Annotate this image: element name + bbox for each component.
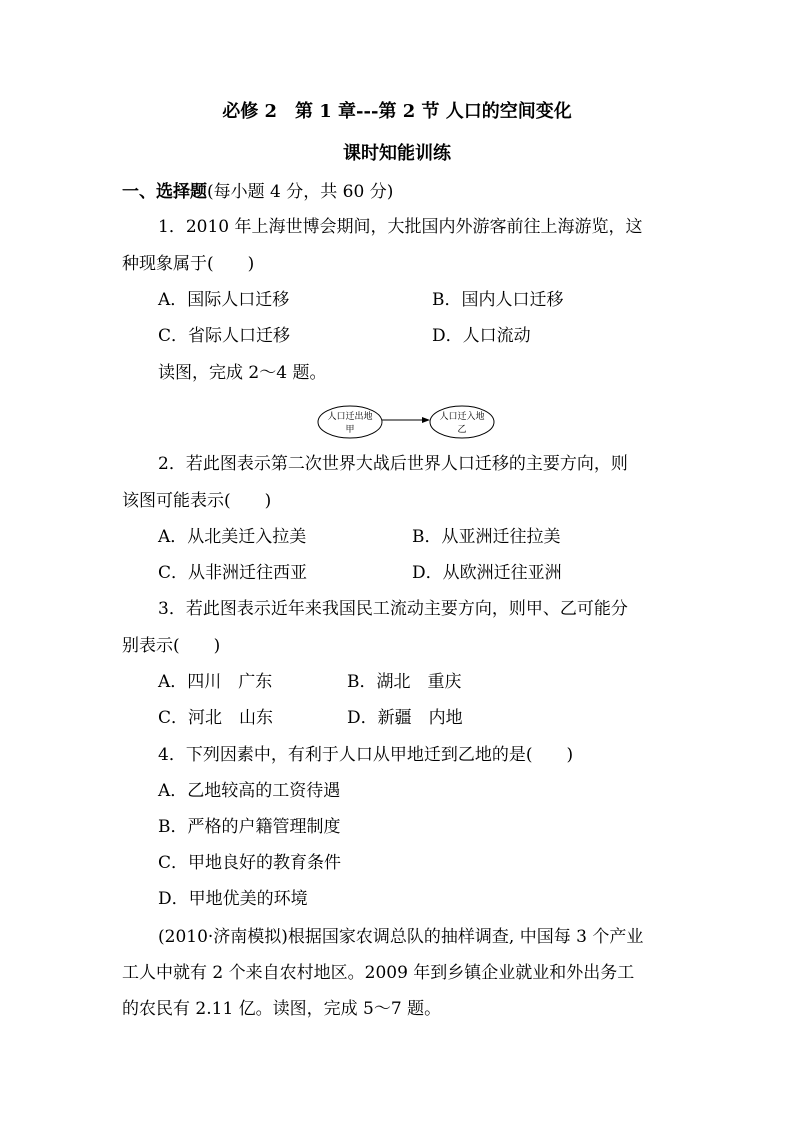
question-4-option-d: D．甲地优美的环境	[158, 889, 308, 909]
origin-symbol: 甲	[345, 425, 355, 435]
question-1-option-c: C．省际人口迁移	[158, 326, 291, 346]
question-1-option-d: D．人口流动	[432, 326, 531, 346]
section-note: (每小题 4 分，共 60 分)	[207, 182, 394, 202]
destination-symbol: 乙	[457, 425, 467, 435]
question-4-option-c: C．甲地良好的教育条件	[158, 853, 342, 873]
instruction-2-4: 读图，完成 2～4 题。	[158, 363, 327, 383]
passage-line-3: 的农民有 2.11 亿。读图，完成 5～7 题。	[122, 999, 442, 1019]
question-2-stem: 2．若此图表示第二次世界大战后世界人口迁移的主要方向，则	[158, 454, 628, 474]
question-3-stem-cont: 别表示( )	[122, 636, 221, 656]
passage-line-1: (2010·济南模拟)根据国家农调总队的抽样调查, 中国每 3 个产业	[158, 927, 644, 947]
question-3-option-a: A．四川 广东	[158, 672, 273, 692]
question-2-option-d: D．从欧洲迁往亚洲	[412, 563, 562, 583]
question-4-option-a: A．乙地较高的工资待遇	[158, 781, 341, 801]
question-2-option-c: C．从非洲迁往西亚	[158, 563, 308, 583]
question-1-stem-cont: 种现象属于( )	[122, 254, 255, 274]
question-2-option-a: A．从北美迁入拉美	[158, 527, 307, 547]
question-4-option-b: B．严格的户籍管理制度	[158, 817, 341, 837]
destination-label: 人口迁入地	[439, 412, 485, 422]
question-3-option-b: B．湖北 重庆	[347, 672, 462, 692]
question-2-option-b: B．从亚洲迁往拉美	[412, 527, 561, 547]
question-3-stem: 3．若此图表示近年来我国民工流动主要方向，则甲、乙可能分	[158, 599, 628, 619]
question-3-option-d: D．新疆 内地	[347, 708, 463, 728]
question-1-option-b: B．国内人口迁移	[432, 290, 564, 310]
migration-diagram	[316, 404, 496, 440]
page-title: 必修 2 第 1 章---第 2 节 人口的空间变化	[222, 101, 572, 122]
page-subtitle: 课时知能训练	[343, 143, 451, 164]
origin-label: 人口迁出地	[327, 412, 373, 422]
question-1-option-a: A．国际人口迁移	[158, 290, 290, 310]
section-heading-text: 一、选择题	[122, 182, 207, 202]
passage-line-2: 工人中就有 2 个来自农村地区。2009 年到乡镇企业就业和外出务工	[122, 963, 635, 983]
section-heading	[122, 180, 393, 204]
migration-arrowhead	[422, 417, 430, 423]
question-2-stem-cont: 该图可能表示( )	[122, 491, 272, 511]
question-4-stem: 4．下列因素中，有利于人口从甲地迁到乙地的是( )	[158, 745, 574, 765]
question-3-option-c: C．河北 山东	[158, 708, 274, 728]
question-1-stem: 1．2010 年上海世博会期间，大批国内外游客前往上海游览，这	[158, 217, 643, 237]
